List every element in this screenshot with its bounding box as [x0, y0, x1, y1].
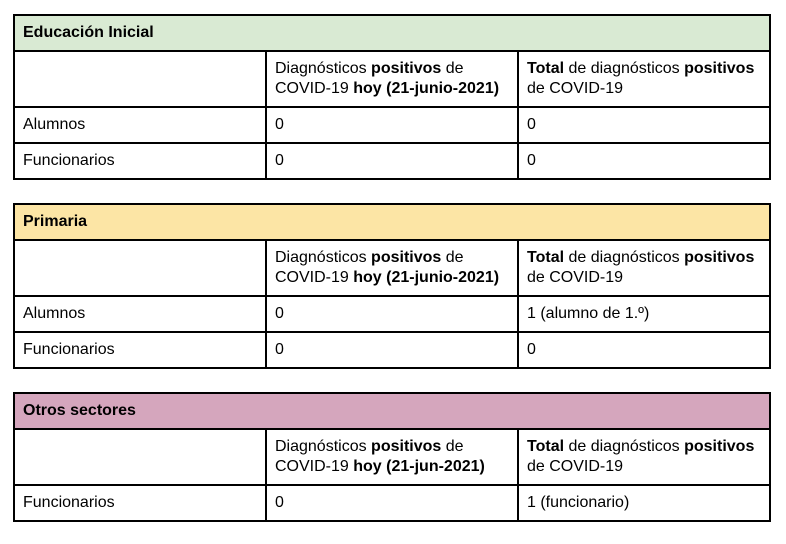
row-today-value: 0 — [266, 143, 518, 179]
header-today: Diagnósticos positivos de COVID-19 hoy (21-junio-2021) — [266, 240, 518, 296]
row-label: Funcionarios — [14, 332, 266, 368]
row-label: Funcionarios — [14, 143, 266, 179]
row-total-value: 1 (funcionario) — [518, 485, 770, 521]
row-today-value: 0 — [266, 485, 518, 521]
table-row — [14, 143, 770, 179]
row-today-value: 0 — [266, 107, 518, 143]
section-table-primaria — [13, 203, 771, 369]
table-row — [14, 107, 770, 143]
table-row — [14, 332, 770, 368]
section-table-otros-sectores — [13, 392, 771, 522]
row-label: Funcionarios — [14, 485, 266, 521]
empty-header-cell — [14, 51, 266, 107]
header-today: Diagnósticos positivos de COVID-19 hoy (21-jun-2021) — [266, 429, 518, 485]
section-title: Primaria — [14, 204, 770, 240]
row-today-value: 0 — [266, 296, 518, 332]
header-today: Diagnósticos positivos de COVID-19 hoy (21-junio-2021) — [266, 51, 518, 107]
section-title: Otros sectores — [14, 393, 770, 429]
section-table-educacion-inicial — [13, 14, 771, 180]
header-total: Total de diagnósticos positivos de COVID-19 — [518, 51, 770, 107]
table-row — [14, 485, 770, 521]
row-total-value: 0 — [518, 107, 770, 143]
row-total-value: 0 — [518, 143, 770, 179]
empty-header-cell — [14, 240, 266, 296]
header-total: Total de diagnósticos positivos de COVID-19 — [518, 429, 770, 485]
row-total-value: 1 (alumno de 1.º) — [518, 296, 770, 332]
row-label: Alumnos — [14, 296, 266, 332]
row-total-value: 0 — [518, 332, 770, 368]
section-title: Educación Inicial — [14, 15, 770, 51]
empty-header-cell — [14, 429, 266, 485]
row-label: Alumnos — [14, 107, 266, 143]
table-row — [14, 296, 770, 332]
header-total: Total de diagnósticos positivos de COVID-19 — [518, 240, 770, 296]
row-today-value: 0 — [266, 332, 518, 368]
